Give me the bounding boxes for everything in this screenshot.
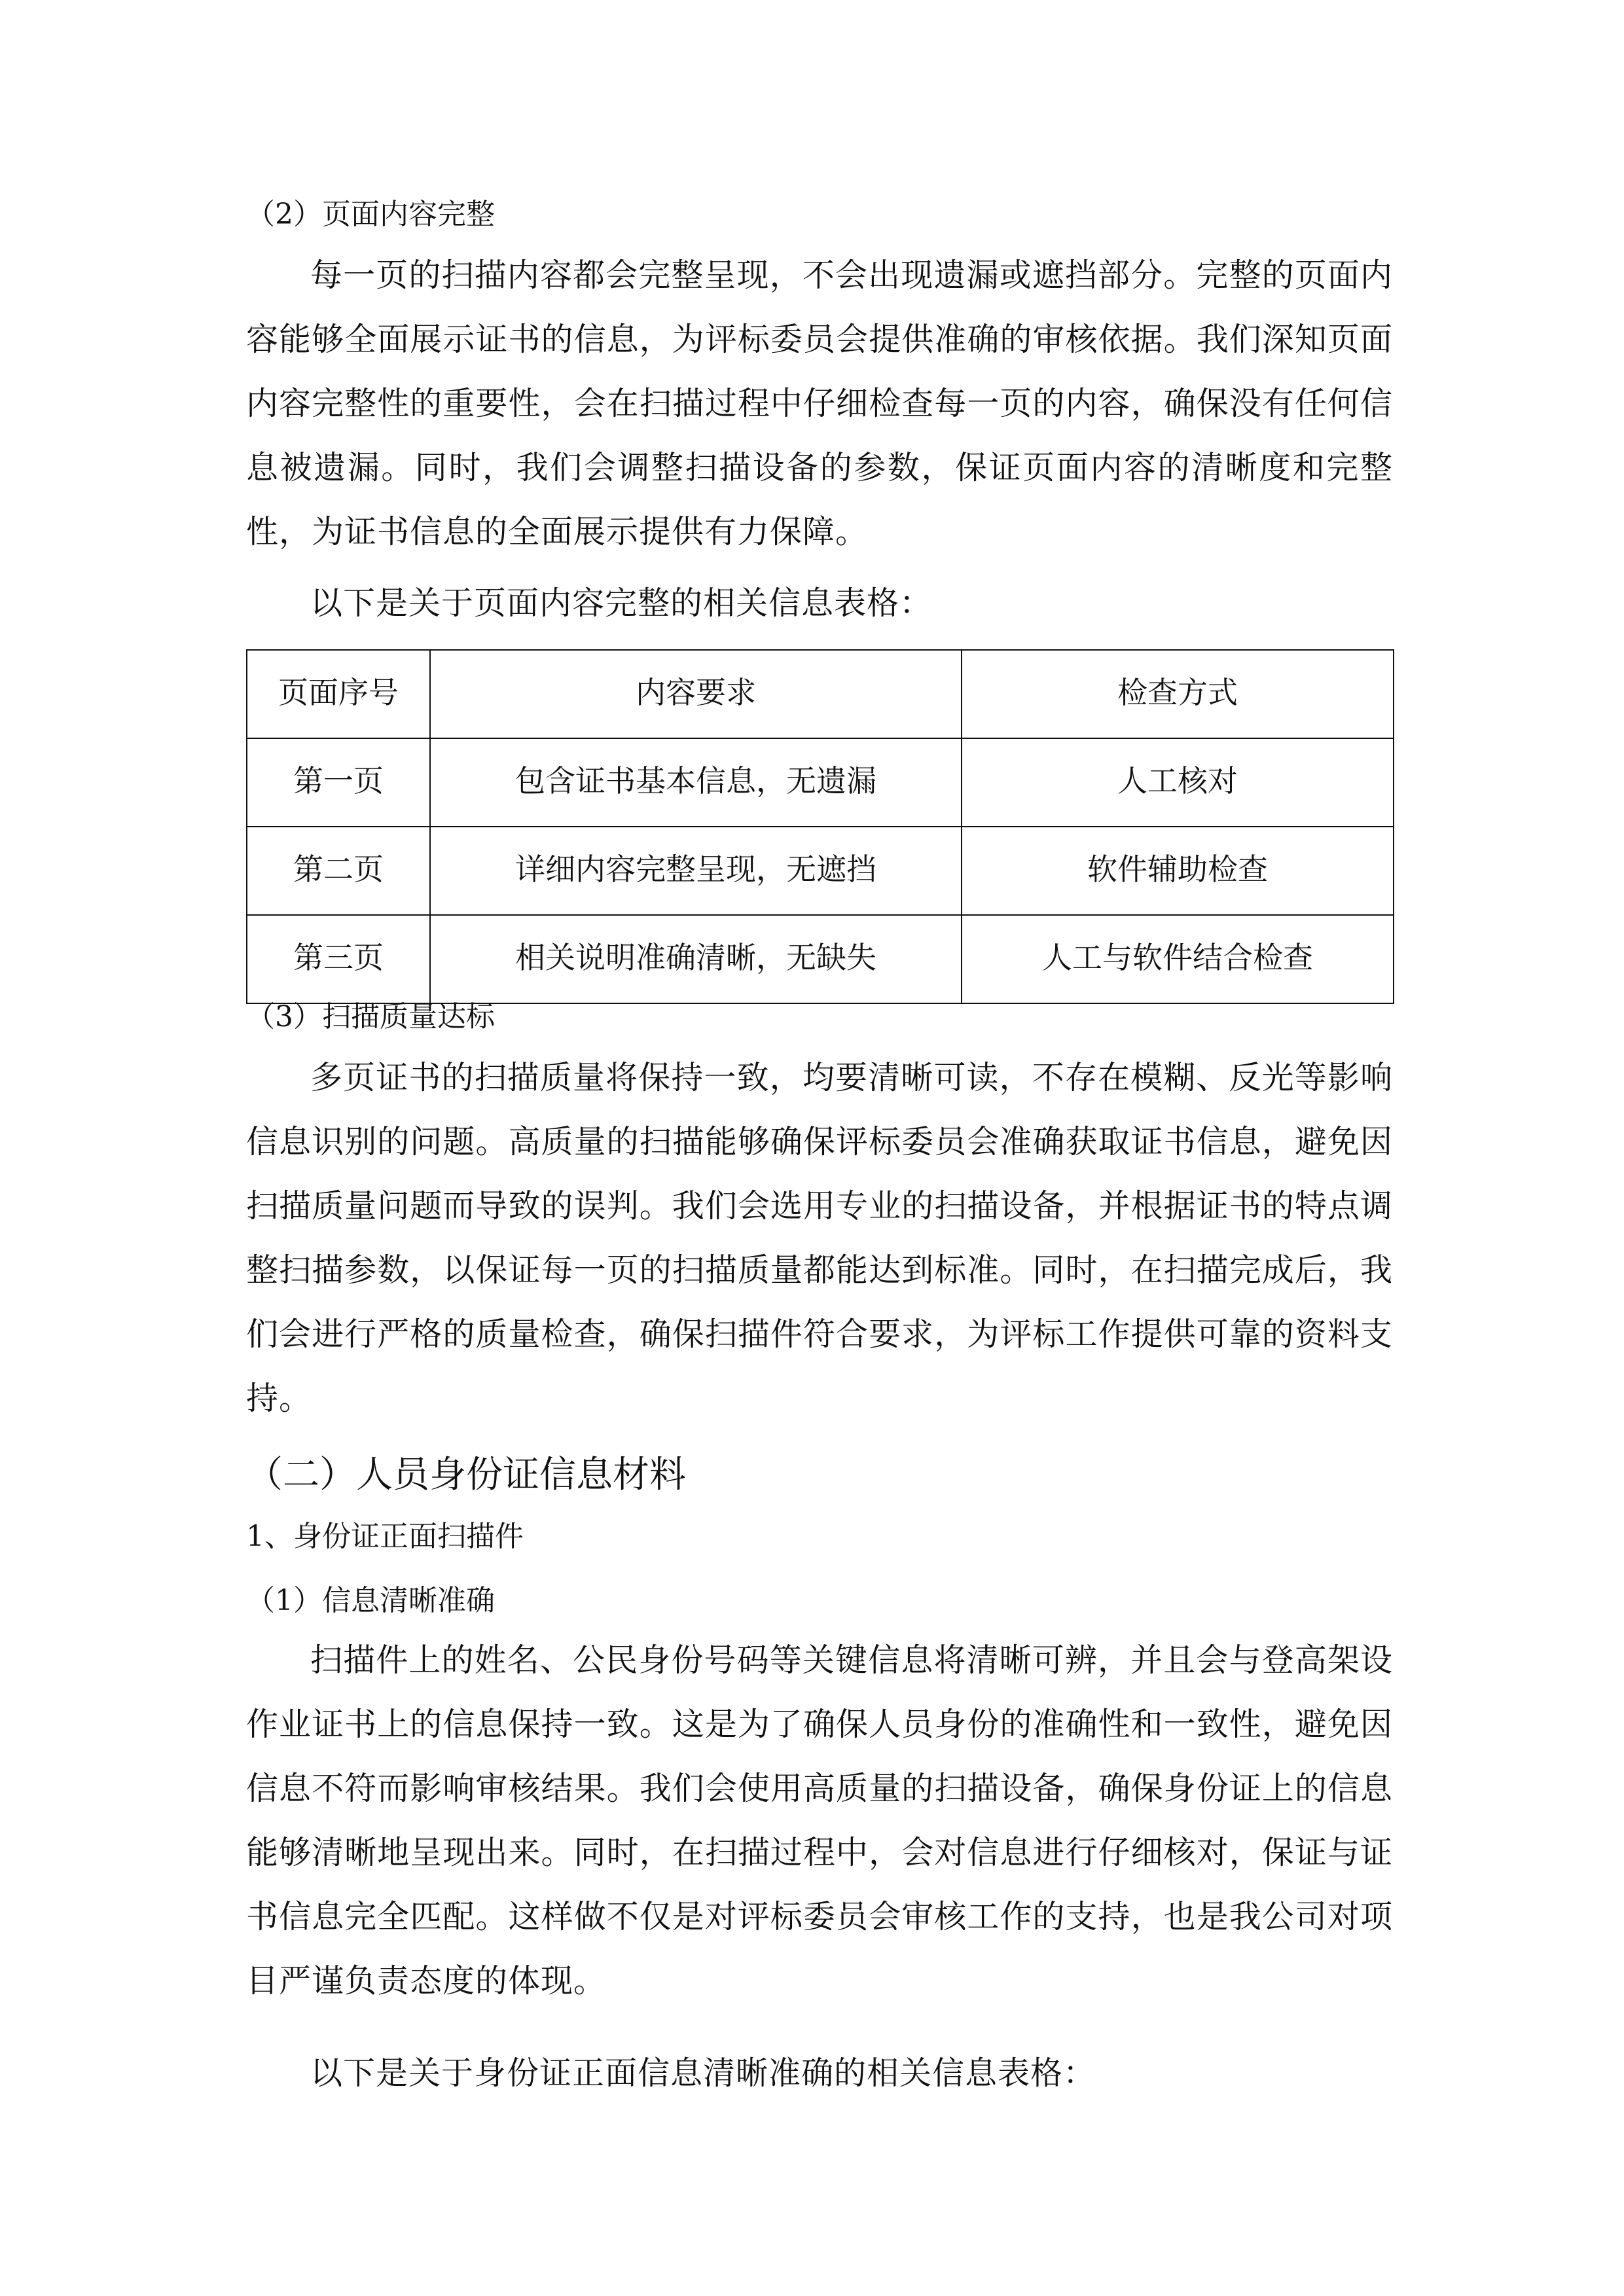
paragraph-info-clear: 扫描件上的姓名、公民身份号码等关键信息将清晰可辨，并且会与登高架设作业证书上的信息保持一致。这是为了确保人员身份的准确性和一致性，避免因信息不符而影响审核结果。我们会使用高质量的扫描设备，确保身份证上的信息能够清晰地呈现出来。同时，在扫描过程中，会对信息进行仔细核对，保证与证书信息完全匹配。这样做不仅是对评标委员会审核工作的支持，也是我公司对项目严谨负责态度的体现。 bbox=[246, 1641, 1393, 2000]
table-intro-id-card: 以下是关于身份证正面信息清晰准确的相关信息表格： bbox=[310, 2054, 1096, 2092]
table-cell: 包含证书基本信息，无遗漏 bbox=[430, 738, 962, 827]
table-cell: 软件辅助检查 bbox=[962, 827, 1394, 915]
table-cell: 第三页 bbox=[247, 915, 430, 1003]
subheading-id-card-front: 1、身份证正面扫描件 bbox=[246, 1520, 524, 1553]
table-row bbox=[247, 827, 1394, 915]
table-row bbox=[247, 915, 1394, 1003]
item-heading-info-clear: （1）信息清晰准确 bbox=[246, 1584, 495, 1617]
table-cell: 第二页 bbox=[247, 827, 430, 915]
table-cell: 人工核对 bbox=[962, 738, 1394, 827]
table-header-cell: 内容要求 bbox=[430, 650, 962, 738]
paragraph-scan-quality: 多页证书的扫描质量将保持一致，均要清晰可读，不存在模糊、反光等影响信息识别的问题。高质量的扫描能够确保评标委员会准确获取证书信息，避免因扫描质量问题而导致的误判。我们会选用专业的扫描设备，并根据证书的特点调整扫描参数，以保证每一页的扫描质量都能达到标准。同时，在扫描完成后，我们会进行严格的质量检查，确保扫描件符合要求，为评标工作提供可靠的资料支持。 bbox=[246, 1059, 1393, 1417]
table-cell: 第一页 bbox=[247, 738, 430, 827]
part-heading-id-card: （二）人员身份证信息材料 bbox=[246, 1454, 686, 1496]
table-header-cell: 页面序号 bbox=[247, 650, 430, 738]
table-row bbox=[247, 738, 1394, 827]
section-heading-scan-quality: （3）扫描质量达标 bbox=[246, 1000, 495, 1033]
table-header-cell: 检查方式 bbox=[962, 650, 1394, 738]
page-content-table bbox=[246, 649, 1394, 1004]
table-cell: 相关说明准确清晰，无缺失 bbox=[430, 915, 962, 1003]
paragraph-page-content-complete: 每一页的扫描内容都会完整呈现，不会出现遗漏或遮挡部分。完整的页面内容能够全面展示证书的信息，为评标委员会提供准确的审核依据。我们深知页面内容完整性的重要性，会在扫描过程中仔细检查每一页的内容，确保没有任何信息被遗漏。同时，我们会调整扫描设备的参数，保证页面内容的清晰度和完整性，为证书信息的全面展示提供有力保障。 bbox=[246, 257, 1393, 550]
section-heading-page-content-complete: （2）页面内容完整 bbox=[246, 198, 495, 231]
table-cell: 详细内容完整呈现，无遮挡 bbox=[430, 827, 962, 915]
table-cell: 人工与软件结合检查 bbox=[962, 915, 1394, 1003]
table-intro-page-content: 以下是关于页面内容完整的相关信息表格： bbox=[310, 584, 933, 622]
table-header-row bbox=[247, 650, 1394, 738]
